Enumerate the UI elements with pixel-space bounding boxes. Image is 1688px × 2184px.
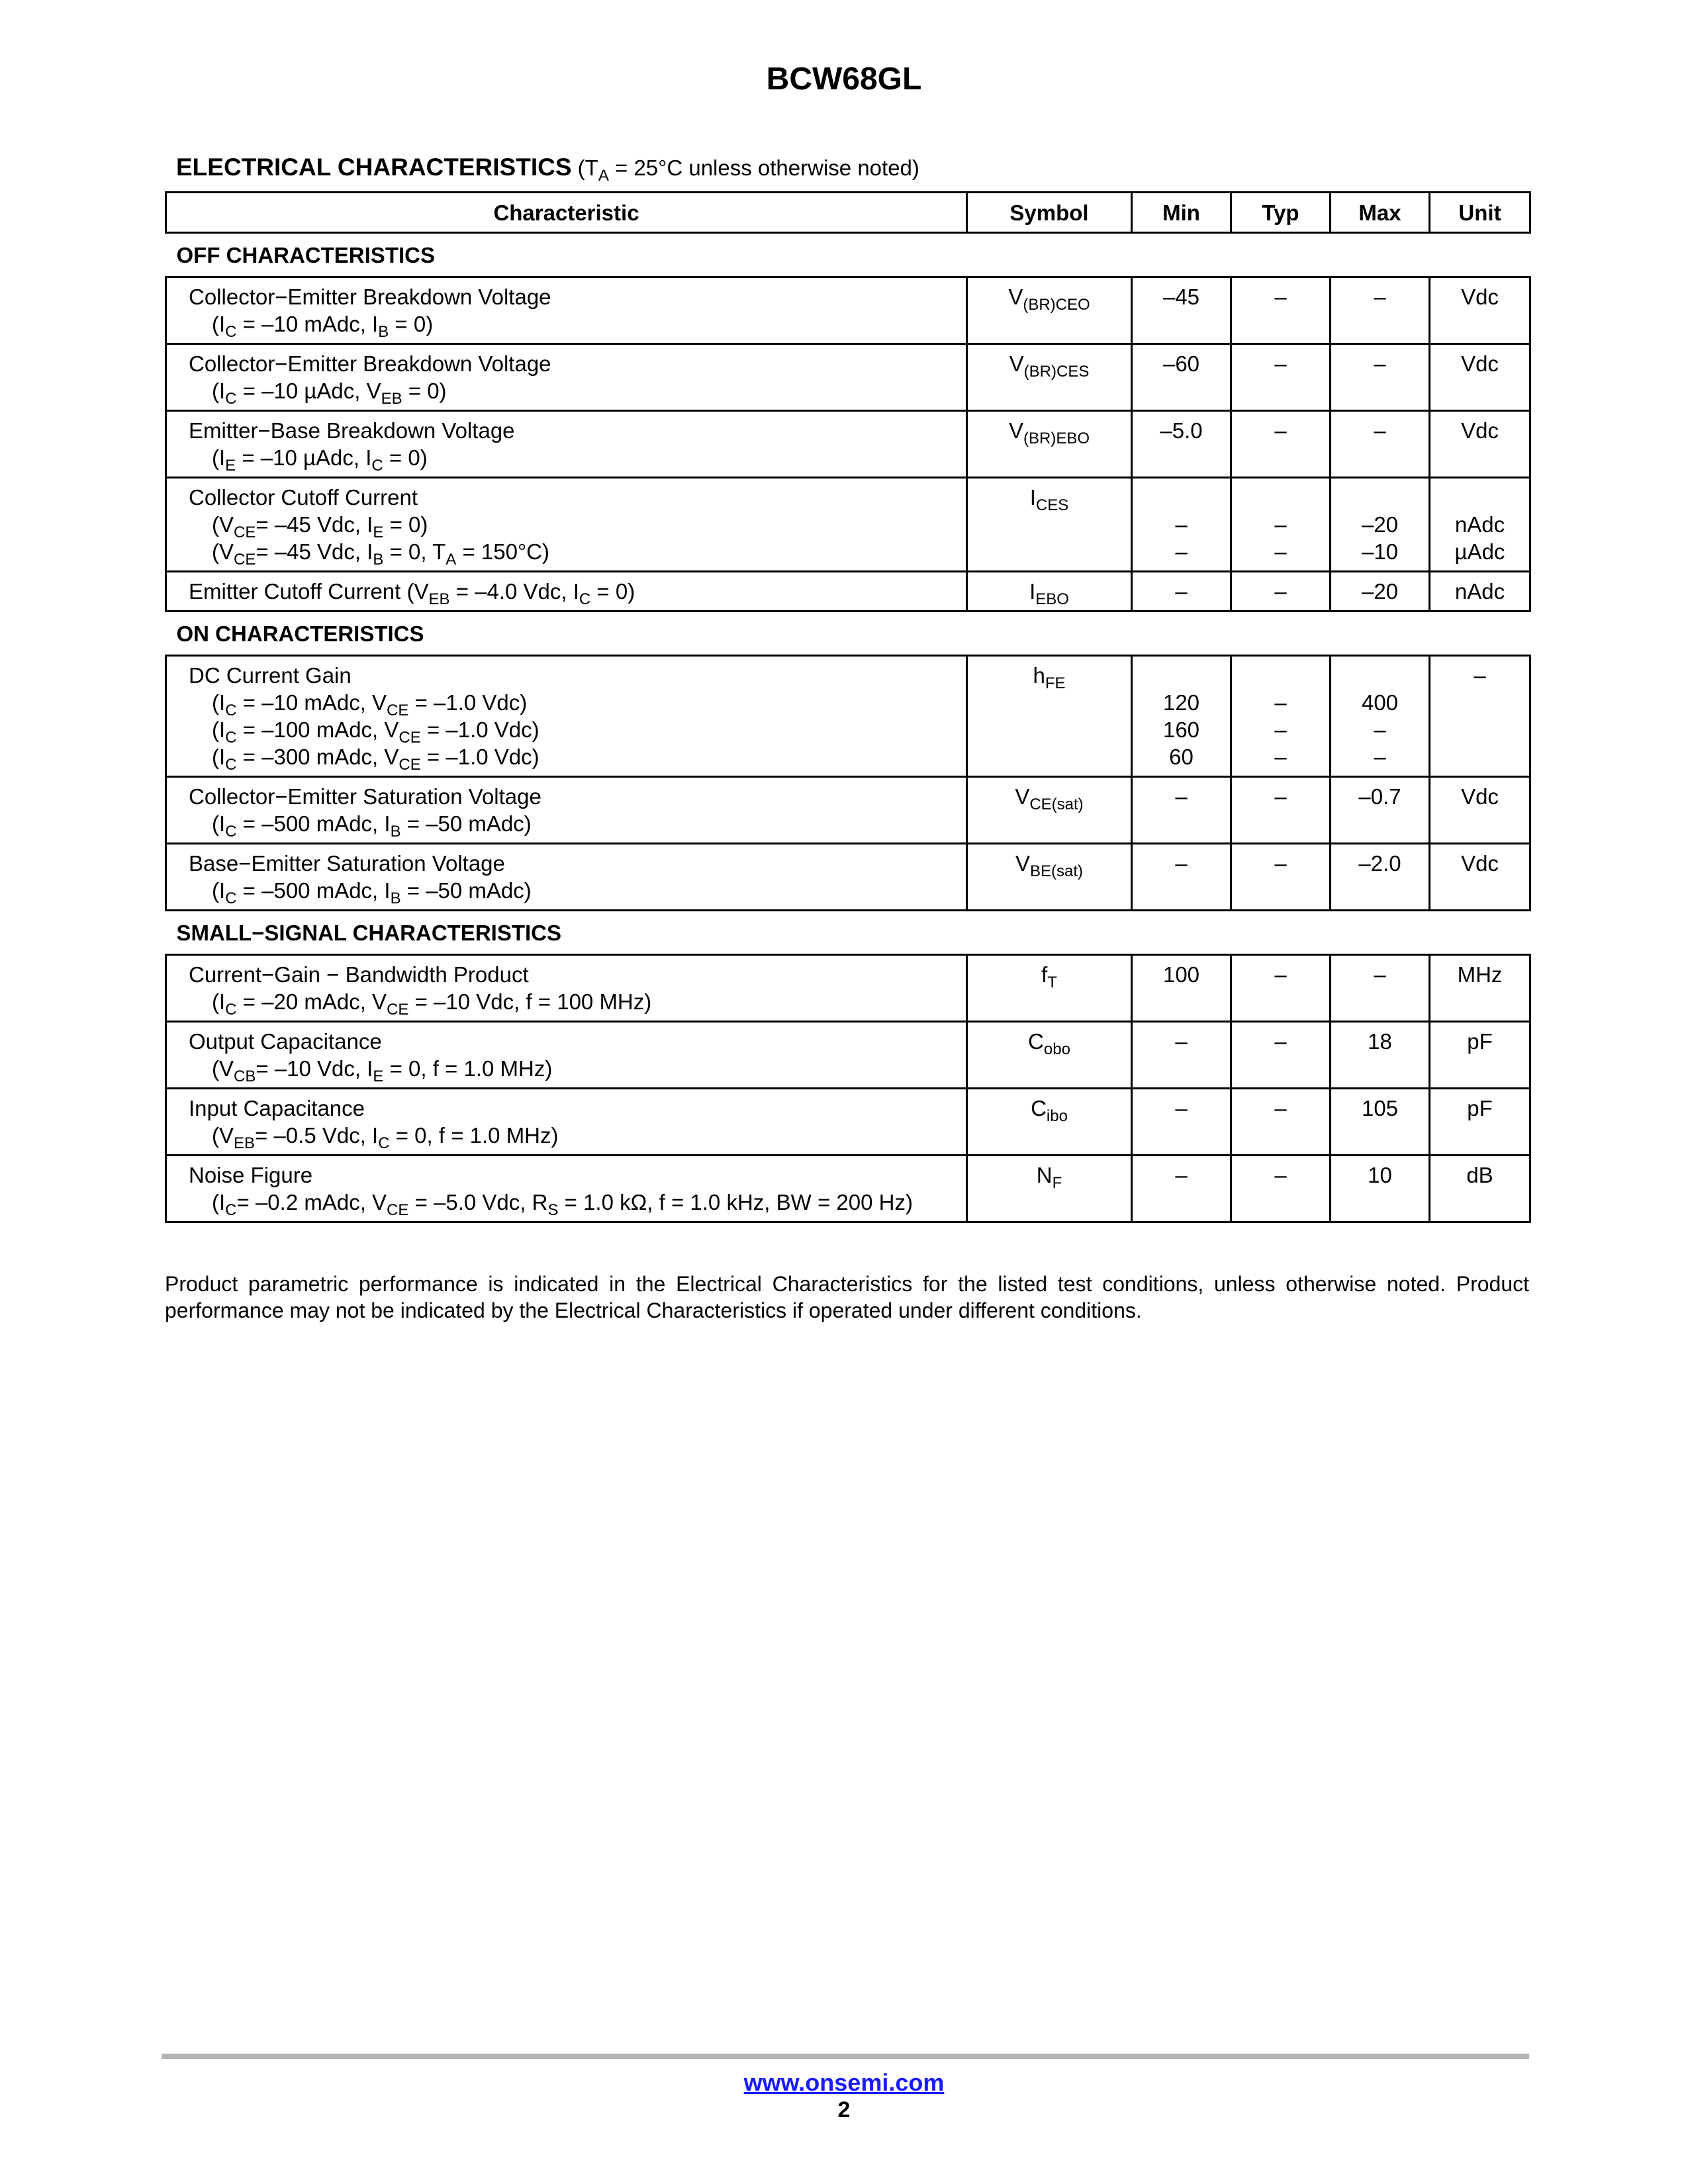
page-number: 2 — [837, 2097, 851, 2122]
table-row: Input Capacitance ($V_{EB}= -0.5$ Vdc, $I_C = 0$, f = 1.0 MHz) $C_{ibo}$ – – 105 pF — [166, 1089, 1530, 1156]
column-header: Typ — [1231, 193, 1331, 233]
table-row: Output Capacitance ($V_{CB}= -10$ Vdc, $I_E = 0$, f = 1.0 MHz) $C_{obo}$ – – 18 pF — [166, 1022, 1530, 1089]
table-row: Emitter Cutoff Current ($V_{EB} = -4.0$ Vdc, $I_C = 0$) $I_{EBO}$ – – –20 nAdc — [166, 572, 1530, 612]
table-row: Current−Gain − Bandwidth Product ($I_C = -20$ mAdc, $V_{CE} = -10$ Vdc, f = 100 MHz) $f_T$ 100 – – MHz — [166, 955, 1530, 1022]
column-header: Min — [1132, 193, 1231, 233]
column-header: Characteristic — [166, 193, 967, 233]
section-small-signal-characteristics: SMALL−SIGNAL CHARACTERISTICS — [176, 920, 561, 945]
table-row: Collector−Emitter Breakdown Voltage ($I_C = -10$ mAdc, $I_B = 0$) $V_{(BR)CEO}$ –45 – – Vdc — [166, 277, 1530, 344]
table-header-row — [166, 193, 1530, 233]
page-title: BCW68GL — [766, 62, 922, 97]
heading-condition: ($T_A = 25^\circ C$ unless otherwise noted) — [571, 156, 919, 185]
table-row: Noise Figure ($I_C= -0.2$ mAdc, $V_{CE} = -5.0$ Vdc, $R_S = 1.0$ kΩ, f = 1.0 kHz, BW = 200 Hz) $N_F$ – – 10 dB — [166, 1156, 1530, 1222]
column-header: Unit — [1430, 193, 1530, 233]
heading-bold: ELECTRICAL CHARACTERISTICS — [176, 154, 572, 181]
table-row: DC Current Gain ($I_C = -10$ mAdc, $V_{CE} = -1.0$ Vdc) ($I_C = -100$ mAdc, $V_{CE} = -1.0$ Vdc) ($I_C = -300$ mAdc, $V_{CE} = -1.0$ Vdc) $h_{FE}$ 120 160 60 – – – 400 – – – — [166, 656, 1530, 777]
table-row: Collector−Emitter Saturation Voltage ($I_C = -500$ mAdc, $I_B = -50$ mAdc) $V_{CE(sat)}$ – – –0.7 Vdc — [166, 777, 1530, 844]
column-header: Max — [1331, 193, 1430, 233]
column-header: Symbol — [967, 193, 1132, 233]
table-row: Base−Emitter Saturation Voltage ($I_C = -500$ mAdc, $I_B = -50$ mAdc) $V_{BE(sat)}$ – – –2.0 Vdc — [166, 844, 1530, 911]
footnote: Product parametric performance is indicated in the Electrical Characteristics for the listed test conditions, unless otherwise noted. Product performance may not be indicated by the Electrical Characteristics if operated under different conditions. — [165, 1272, 1529, 1322]
section-off-characteristics: OFF CHARACTERISTICS — [176, 242, 435, 267]
footer-divider — [162, 2054, 1529, 2059]
table-row: Emitter−Base Breakdown Voltage ($I_E = -10$ µAdc, $I_C = 0$) $V_{(BR)EBO}$ –5.0 – – Vdc — [166, 411, 1530, 478]
table-row: Collector−Emitter Breakdown Voltage ($I_C = -10$ µAdc, $V_{EB} = 0$) $V_{(BR)CES}$ –60 – – Vdc — [166, 344, 1530, 411]
electrical-characteristics-table — [165, 191, 1531, 1223]
footer-website-link[interactable]: www.onsemi.com — [743, 2069, 945, 2096]
section-on-characteristics: ON CHARACTERISTICS — [176, 621, 424, 646]
table-row: Collector Cutoff Current ($V_{CE}= -45$ Vdc, $I_E = 0$) ($V_{CE}= -45$ Vdc, $I_B = 0$, $T_A = 150^\circ C$) $I_{CES}$ – – – – –20 –10 nAdc µAdc — [166, 478, 1530, 572]
section-heading — [176, 154, 919, 185]
